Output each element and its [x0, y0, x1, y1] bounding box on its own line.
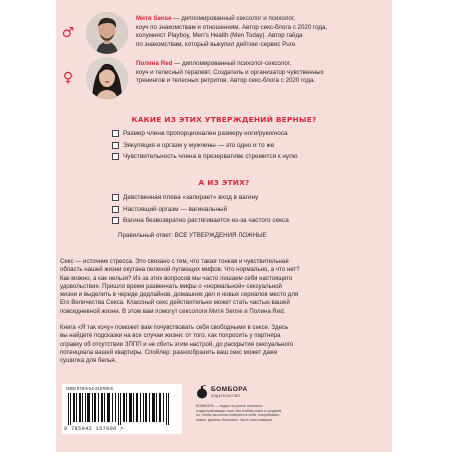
author-bio-polina: Полина Red — дипломированный психолог-сексолог, коуч и телесный терапевт. Создатель и организатор чувственных тренингов и телесных ретритов. Автор секс-блога с 2020 года. — [136, 60, 324, 85]
author-bio-mitya: Митя Sense — дипломированный сексолог и психолог, коуч по знакомствам и отношениям. Автор секс-блога с 2020 года, колумнист Playboy, Men's Health (Men Today). Автор гайда по знакомствам, который выкупил дейтинг-сервис Pure. — [136, 15, 328, 48]
quiz-heading-1: КАКИЕ ИЗ ЭТИХ УТВЕРЖДЕНИЙ ВЕРНЫЕ? — [131, 115, 317, 124]
checkbox-icon — [112, 130, 119, 137]
quiz-checklist-2 — [112, 193, 382, 228]
publisher-description: БОМБОРА — лидер на рынке полезных и вдохновляющих книг. Мы любим книги и создаем их, чтобы вы могли поверить в себя, попробовать новое, достичь большего. Быть счастливыми. — [196, 404, 282, 422]
quiz-heading-2: А ИЗ ЭТИХ? — [198, 178, 250, 187]
checklist-item: Вагина безвозвратно растягивается из-за частого секса — [112, 216, 382, 228]
male-symbol-icon: ♂ — [61, 25, 75, 41]
checkbox-icon — [112, 153, 119, 160]
author-name: Полина Red — [136, 60, 173, 67]
publisher-name: БОМБОРА — [211, 386, 248, 393]
checkbox-icon — [112, 142, 119, 149]
author-photo-polina — [86, 57, 128, 99]
checkbox-icon — [112, 206, 119, 213]
isbn-label: ISBN 978-5-04-215780-6 — [66, 386, 113, 391]
quiz-checklist-1 — [112, 129, 382, 164]
description-paragraph-2: Книга «Я так хочу» поможет вам почувствовать себя свободными в сексе. Здесь вы найдете подсказки на все случаи жизни: от того, как попросить у партнера справку об отсутствии ЗППП и не сбить этим настрой, до раскрытия сексуального потенциала вашей квартиры. Спойлер: разнообразить ваш секс может даже сушилка для белья. — [60, 324, 294, 365]
publisher-subtitle: ИЗДАТЕЛЬСТВО — [211, 394, 241, 398]
barcode-number: 9 785042 157806 > — [64, 426, 124, 432]
bombora-logo-icon — [196, 385, 208, 399]
checklist-item: Размер члена пропорционален размеру ноги/руки/носа — [112, 129, 382, 141]
checklist-item: Девственная плева «запирает» вход в вагину — [112, 193, 382, 205]
checklist-item: Настоящий оргазм — вагинальный — [112, 205, 382, 217]
isbn-barcode-block — [62, 384, 182, 434]
author-name: Митя Sense — [136, 15, 172, 22]
checklist-item: Эякуляция и оргазм у мужчины — это одно и то же — [112, 141, 382, 153]
description-paragraph-1: Секс — источник стресса. Это связано с тем, что такая тонкая и чувствительная область нашей жизни окутана пеленой пугающих мифов. Что нормально, а что нет? Как можно, а как нельзя? Из-за этих вопросов мы часто лишаем себя настоящего удовольствия. Пришло время развенчать мифы о «нормальной» сексуальной жизни и выделить в череде дедлайнов, домашних дел и новых сериалов место для Его Величества Секса. Классный секс действительно может стать частью вашей повседневной жизни. В этом вам помогут сексологи Митя Sense и Полина Red. — [60, 258, 300, 315]
quiz-answer: Правильный ответ: ВСЕ УТВЕРЖДЕНИЯ ЛОЖНЫЕ — [118, 232, 267, 239]
checklist-item: Чувствительность члена в презервативе стремится к нулю — [112, 152, 382, 164]
checkbox-icon — [112, 194, 119, 201]
checkbox-icon — [112, 217, 119, 224]
female-symbol-icon: ♀ — [62, 70, 74, 86]
barcode-icon — [66, 393, 178, 425]
author-photo-mitya — [86, 12, 128, 54]
